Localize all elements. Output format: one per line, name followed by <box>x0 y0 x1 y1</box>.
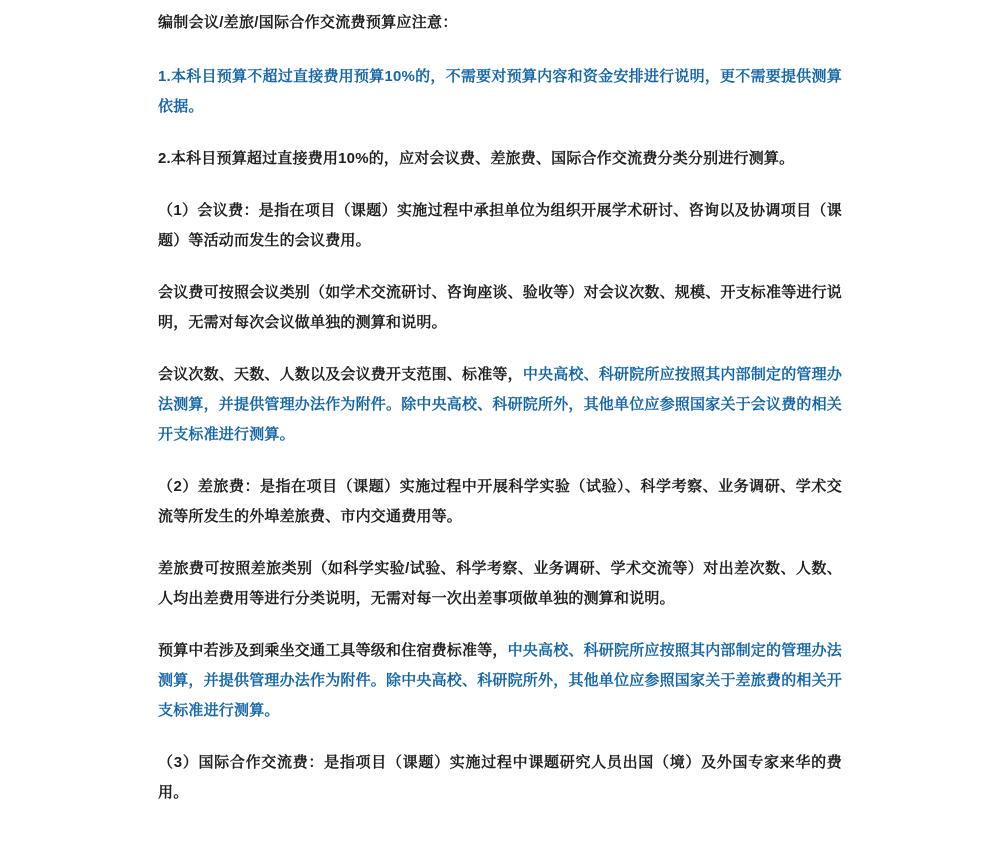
document-body <box>158 62 842 808</box>
paragraph: 会议费可按照会议类别（如学术交流研讨、咨询座谈、验收等）对会议次数、规模、开支标准等进行说明，无需对每次会议做单独的测算和说明。 <box>158 283 843 331</box>
paragraph: 1.本科目预算不超过直接费用预算10%的，不需要对预算内容和资金安排进行说明，更不需要提供测算依据。 <box>158 67 842 115</box>
paragraph-segment: 中央高校、科研院所应按照其内部制定的管理办法测算，并提供管理办法作为附件。除中央高校、科研院所外，其他单位应参照国家关于差旅费的相关开支标准进行测算。 <box>158 641 843 719</box>
paragraph <box>158 636 842 726</box>
paragraph-segment: 中央高校、科研院所应按照其内部制定的管理办法测算，并提供管理办法作为附件。除中央高校、科研院所外，其他单位应参照国家关于会议费的相关开支标准进行测算。 <box>158 365 843 443</box>
page-title: 编制会议/差旅/国际合作交流费预算应注意： <box>158 14 458 31</box>
paragraph-segment: 预算中若涉及到乘坐交通工具等级和住宿费标准等， <box>158 641 508 659</box>
paragraph: 2.本科目预算超过直接费用10%的，应对会议费、差旅费、国际合作交流费分类分别进行测算。 <box>158 149 795 167</box>
paragraph-segment: 会议次数、天数、人数以及会议费开支范围、标准等， <box>158 365 523 383</box>
paragraph: 差旅费可按照差旅类别（如科学实验/试验、科学考察、业务调研、学术交流等）对出差次数、人数、人均出差费用等进行分类说明，无需对每一次出差事项做单独的测算和说明。 <box>158 559 842 607</box>
paragraph: （1）会议费：是指在项目（课题）实施过程中承担单位为组织开展学术研讨、咨询以及协调项目（课题）等活动而发生的会议费用。 <box>158 201 842 249</box>
paragraph: （2）差旅费：是指在项目（课题）实施过程中开展科学实验（试验）、科学考察、业务调研、学术交流等所发生的外埠差旅费、市内交通费用等。 <box>158 477 842 525</box>
paragraph <box>158 360 842 450</box>
paragraph: （3）国际合作交流费：是指项目（课题）实施过程中课题研究人员出国（境）及外国专家来华的费用。 <box>158 753 842 801</box>
